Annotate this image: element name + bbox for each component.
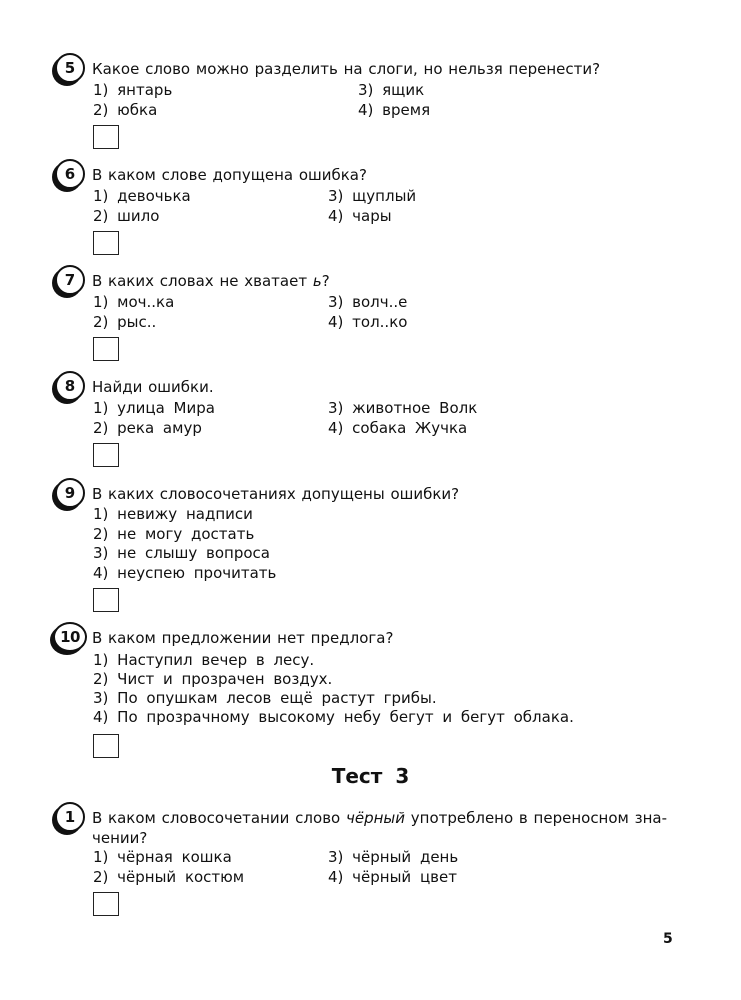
option-3: 3) ящик bbox=[358, 81, 425, 99]
answer-box[interactable] bbox=[93, 231, 119, 255]
option-4: 4) время bbox=[358, 100, 431, 119]
question-number-badge: 9 bbox=[55, 478, 85, 508]
question-number-badge: 10 bbox=[53, 622, 87, 652]
answer-box[interactable] bbox=[93, 125, 119, 149]
question-text: В каком предложении нет предлога? bbox=[92, 629, 394, 647]
option-3: 3) чёрный день bbox=[328, 848, 459, 866]
option-2: 2) чёрный костюм bbox=[93, 867, 245, 886]
option-1: 1) невижу надписи bbox=[93, 505, 253, 523]
question-text: Найди ошибки. bbox=[92, 378, 214, 396]
option-2: 2) шило bbox=[93, 206, 160, 225]
option-3: 3) животное Волк bbox=[328, 399, 478, 417]
option-2: 2) не могу достать bbox=[93, 524, 255, 543]
option-4: 4) По прозрачному высокому небу бегут и бегут облака. bbox=[93, 708, 574, 726]
option-3: 3) щуплый bbox=[328, 187, 417, 205]
answer-box[interactable] bbox=[93, 337, 119, 361]
question-text: В каком словосочетании слово чёрный употреблено в переносном зна- чении? bbox=[92, 808, 692, 848]
question-text: В каких словосочетаниях допущены ошибки? bbox=[92, 485, 460, 503]
answer-box[interactable] bbox=[93, 588, 119, 612]
italic-word: чёрный bbox=[345, 809, 405, 827]
option-3: 3) По опушкам лесов ещё растут грибы. bbox=[93, 689, 437, 707]
page-number: 5 bbox=[663, 931, 673, 947]
option-3: 3) не слышу вопроса bbox=[93, 544, 270, 562]
option-2: 2) рыс.. bbox=[93, 312, 157, 331]
question-number-badge: 6 bbox=[55, 159, 85, 189]
option-1: 1) чёрная кошка bbox=[93, 848, 232, 866]
option-1: 1) моч..ка bbox=[93, 293, 175, 311]
option-4: 4) неуспею прочитать bbox=[93, 563, 277, 582]
option-4: 4) собака Жучка bbox=[328, 418, 468, 437]
question-number-badge: 1 bbox=[55, 802, 85, 832]
option-4: 4) чары bbox=[328, 206, 392, 225]
question-text: В каких словах не хватает ь? bbox=[92, 272, 330, 290]
option-4: 4) чёрный цвет bbox=[328, 867, 457, 886]
answer-box[interactable] bbox=[93, 892, 119, 916]
option-2: 2) река амур bbox=[93, 418, 202, 437]
answer-box[interactable] bbox=[93, 734, 119, 758]
question-text: В каком слове допущена ошибка? bbox=[92, 166, 367, 184]
question-number-badge: 8 bbox=[55, 371, 85, 401]
option-4: 4) тол..ко bbox=[328, 312, 408, 331]
question-number-badge: 5 bbox=[55, 53, 85, 83]
option-1: 1) девочька bbox=[93, 187, 191, 205]
option-2: 2) Чист и прозрачен воздух. bbox=[93, 670, 333, 688]
option-1: 1) улица Мира bbox=[93, 399, 215, 417]
option-2: 2) юбка bbox=[93, 100, 158, 119]
option-1: 1) Наступил вечер в лесу. bbox=[93, 651, 315, 669]
answer-box[interactable] bbox=[93, 443, 119, 467]
soft-sign-letter: ь bbox=[312, 272, 322, 290]
test-title: Тест 3 bbox=[331, 764, 410, 788]
option-1: 1) янтарь bbox=[93, 81, 173, 99]
question-number-badge: 7 bbox=[55, 265, 85, 295]
question-text-line-2: чении? bbox=[92, 829, 148, 847]
option-3: 3) волч..е bbox=[328, 293, 408, 311]
question-text: Какое слово можно разделить на слоги, но нельзя перенести? bbox=[92, 60, 601, 78]
